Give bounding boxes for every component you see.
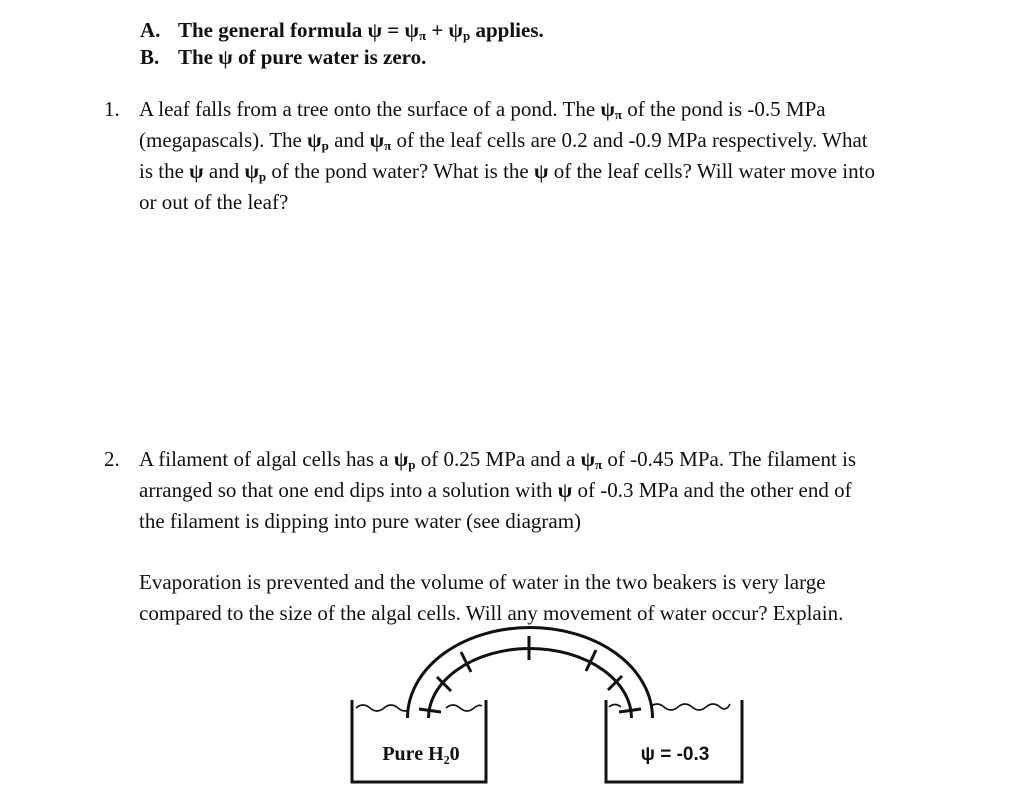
psi-symbol: ψ xyxy=(534,159,549,183)
q1-text: and xyxy=(203,159,245,183)
psi-symbol: ψ xyxy=(307,128,322,152)
q1-text: of the leaf cells are 0.2 and -0.9 MPa respectively. What xyxy=(391,128,868,152)
question-1-line-4: or out of the leaf? xyxy=(139,190,289,214)
right-water-surface xyxy=(609,704,730,710)
q2-text: arranged so that one end dips into a solution with xyxy=(139,478,558,502)
q1-text: and xyxy=(328,128,370,152)
statement-a-text-pre: The general formula xyxy=(178,18,368,42)
psi-symbol: ψ xyxy=(218,45,233,69)
psi-symbol: ψ xyxy=(600,97,615,121)
statement-b-text-post: of pure water is zero. xyxy=(232,45,427,69)
statement-a-text-post: applies. xyxy=(470,18,544,42)
q2-text: of -0.3 MPa and the other end of xyxy=(572,478,852,502)
subscript-pi: π xyxy=(418,28,427,43)
question-1-number: 1. xyxy=(104,97,120,121)
psi-symbol: ψ xyxy=(189,159,204,183)
q2-text: A filament of algal cells has a xyxy=(139,447,394,471)
subscript-pi: π xyxy=(614,107,623,122)
left-beaker-label: Pure H₂0 xyxy=(382,743,460,765)
psi-symbol: ψ xyxy=(557,478,573,502)
q1-text: (megapascals). The xyxy=(139,128,308,152)
question-2-paragraph-2-line-1: Evaporation is prevented and the volume of water in the two beakers is very large xyxy=(139,570,826,594)
q1-text: of the pond is -0.5 MPa xyxy=(622,97,826,121)
psi-symbol: ψ xyxy=(393,447,409,471)
q1-text: of the leaf cells? Will water move into xyxy=(548,159,875,183)
question-2-paragraph-2-line-2: compared to the size of the algal cells. Will any movement of water occur? Explain. xyxy=(139,601,844,625)
psi-symbol: ψ xyxy=(244,159,259,183)
statement-b-label: B. xyxy=(140,45,160,69)
q1-text: is the xyxy=(139,159,190,183)
question-2-line-3: the filament is dipping into pure water (see diagram) xyxy=(139,509,582,533)
psi-symbol: ψ xyxy=(369,128,385,152)
statement-b-text-pre: The xyxy=(178,45,219,69)
subscript-pi: π xyxy=(595,457,603,472)
q2-text: of 0.25 MPa and a xyxy=(415,447,581,471)
psi-symbol: ψ xyxy=(580,447,596,471)
question-2-number: 2. xyxy=(104,447,120,471)
q2-text: of -0.45 MPa. The filament is xyxy=(602,447,857,471)
subscript-p: p xyxy=(462,28,471,43)
right-beaker-label: ψ = -0.3 xyxy=(640,744,710,765)
psi-symbol: ψ xyxy=(404,18,419,42)
q1-text: A leaf falls from a tree onto the surface of a pond. The xyxy=(139,97,601,121)
plus-sign: + xyxy=(426,18,449,42)
q1-text: of the pond water? What is the xyxy=(266,159,535,183)
equals-sign: = xyxy=(382,18,405,42)
subscript-p: p xyxy=(258,169,267,184)
psi-symbol: ψ xyxy=(448,18,463,42)
psi-symbol: ψ xyxy=(367,18,383,42)
subscript-pi: π xyxy=(384,138,392,153)
subscript-p: p xyxy=(321,138,329,153)
statement-a-label: A. xyxy=(140,18,161,42)
subscript-p: p xyxy=(408,457,416,472)
